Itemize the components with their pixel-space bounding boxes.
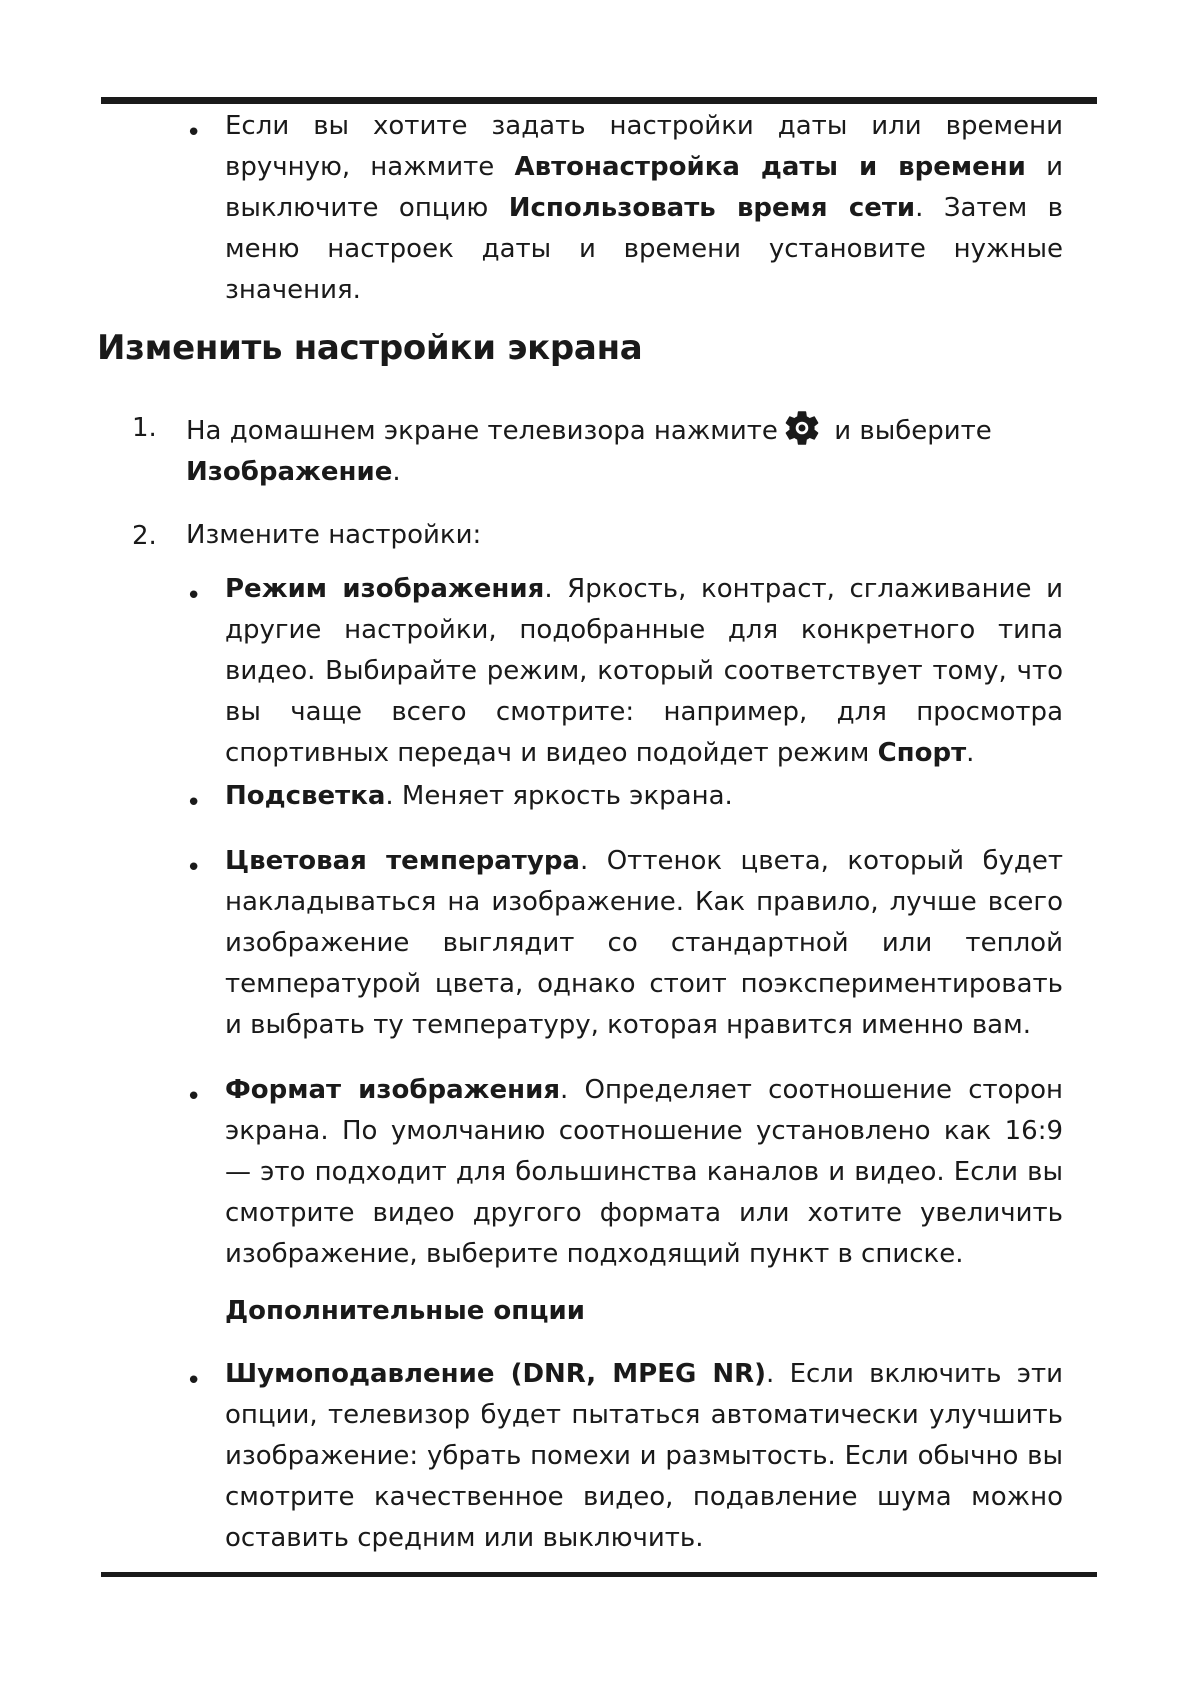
term-color-temperature: Цветовая температура <box>225 846 580 876</box>
bullet-picture-mode: Режим изображения. Яркость, контраст, сглаживание и другие настройки, подобранные для конкретного типа видео. Выбирайте режим, который соответствует тому, что вы чаще всего смотрите: например, для просмотра спортивных передач и видео подойдет режим Спорт. <box>225 574 1063 768</box>
intro-term-auto-date: Автонастройка даты и времени <box>514 152 1026 182</box>
gear-icon <box>781 407 823 449</box>
step-2-text: Измените настройки: <box>186 520 482 550</box>
bullet-marker: • <box>186 853 202 883</box>
intro-paragraph: Если вы хотите задать настройки даты или времени вручную, нажмите Автонастройка даты и времени и выключите опцию Использовать время сети. Затем в меню настроек даты и времени установите нужные значения. <box>225 111 1063 305</box>
bullet-marker: • <box>186 788 202 818</box>
term-noise-reduction: Шумоподавление (DNR, MPEG NR) <box>225 1359 767 1389</box>
term-sport: Спорт <box>877 738 967 768</box>
bullet-marker: • <box>186 1082 202 1112</box>
bullet-marker: • <box>186 118 202 148</box>
bottom-rule <box>101 1572 1097 1577</box>
bullet-marker: • <box>186 581 202 611</box>
bullet-noise-reduction: Шумоподавление (DNR, MPEG NR). Если включить эти опции, телевизор будет пытаться автоматически улучшить изображение: убрать помехи и размытость. Если обычно вы смотрите качественное видео, подавление шума можно оставить средним или выключить. <box>225 1359 1064 1553</box>
bullet-backlight: Подсветка. Меняет яркость экрана. <box>225 781 733 811</box>
bullet-picture-format: Формат изображения. Определяет соотношение сторон экрана. По умолчанию соотношение установлено как 16:9 — это подходит для большинства каналов и видео. Если вы смотрите видео другого формата или хотите увеличить изображение, выберите подходящий пункт в списке. <box>225 1075 1063 1269</box>
term-picture-format: Формат изображения <box>225 1075 561 1105</box>
subheading-additional-options: Дополнительные опции <box>225 1296 585 1326</box>
bullet-marker: • <box>186 1366 202 1396</box>
bullet-color-temperature: Цветовая температура. Оттенок цвета, который будет накладываться на изображение. Как правило, лучше всего изображение выглядит со стандартной или теплой температурой цвета, однако стоит поэкспериментировать и выбрать ту температуру, которая нравится именно вам. <box>225 846 1063 1040</box>
section-heading: Изменить настройки экрана <box>97 328 643 368</box>
term-backlight: Подсветка <box>225 781 386 811</box>
step-number-1: 1. <box>132 413 157 443</box>
step-1-term: Изображение <box>186 457 393 487</box>
step-number-2: 2. <box>132 521 157 551</box>
step-1-text: На домашнем экране телевизора нажмите и выберите Изображение. <box>186 407 992 493</box>
term-picture-mode: Режим изображения <box>225 574 545 604</box>
intro-term-network-time: Использовать время сети <box>508 193 916 223</box>
top-rule <box>101 97 1097 104</box>
